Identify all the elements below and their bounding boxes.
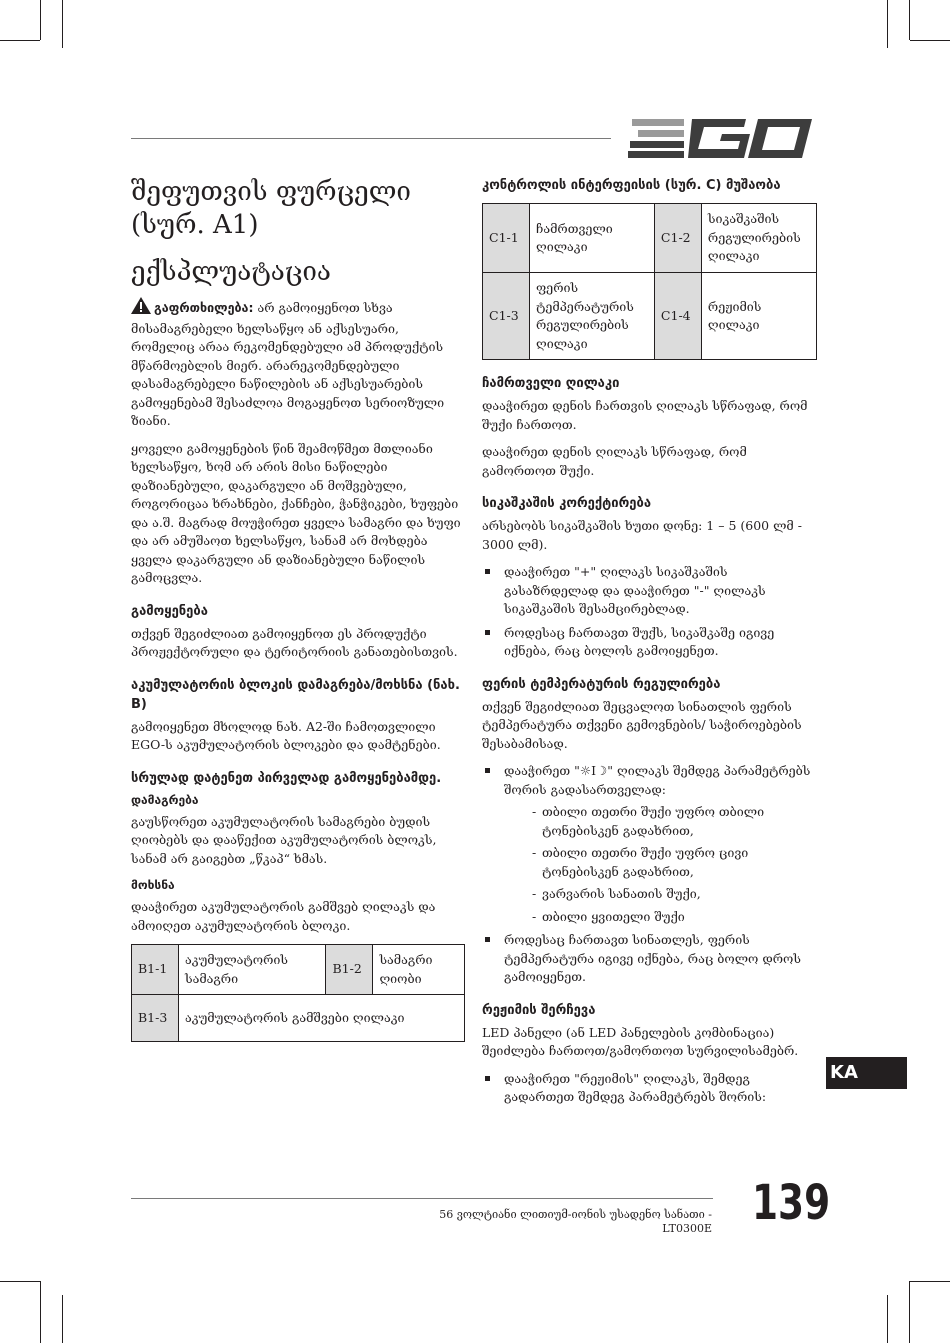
attach-text: გაუსწორეთ აკუმულატორის სამაგრები ბუდის ღიობებს და დააწექით აკუმულატორის ბლოკს, სანამ არ გაიგებთ „წკაპ“ ხმას. (131, 813, 437, 866)
warning-triangle-icon (131, 297, 151, 320)
table-label: სამაგრი ღიობი (373, 945, 465, 995)
charge-heading: სრულად დატენეთ პირველად გამოყენებამდე. (131, 770, 442, 786)
language-tab: KA (826, 1057, 907, 1089)
list-item: დააჭირეთ "რეჟიმის" ღილაკს, შემდეგ გადართეთ შემდეგ პარამეტრებს შორის: (482, 1070, 817, 1107)
table-row (132, 995, 465, 1042)
inspection-text: ყოველი გამოყენების წინ შეამოწმეთ მთლიანი ხელსაწყო, ხომ არ არის მისი ნაწილები დაზიანებული, დაკარგული ან მოშვებული, როგორიცაა ხრახნები, ქანჩები, ჭანჭიკები, ხუფები და ა.შ. მაგრად მოუჭირეთ ყველა სამაგრი და ხუფი და არ ამუშაოთ ხელსაწყო, სანამ არ მოხდება ყველა დაკარგული ან დაზიანებული ნაწილის გამოცვლა. (131, 440, 461, 585)
color-heading: ფერის ტემპერატურის რეგულირება (482, 676, 721, 692)
color-options-list (504, 803, 817, 926)
list-item: - თბილი თეთრი შუქი უფრო თბილი ტონებისკენ გადახრით, (504, 803, 817, 840)
table-code: B1-3 (132, 995, 179, 1042)
list-item: დააჭირეთ "+" ღილაკს სიკაშკაშის გასაზრდელად და დააჭირეთ "-" ღილაკს სიკაშკაშის შესამცირებლად. (482, 563, 817, 619)
table-code: C1-1 (483, 204, 530, 273)
remove-text: დააჭირეთ აკუმულატორის გამშვებ ღილაკს და ამოიღეთ აკუმულატორის ბლოკი. (131, 899, 436, 933)
list-item: როდესაც ჩართავთ შუქს, სიკაშკაშე იგივე იქნება, რაც ბოლოს გამოიყენეთ. (482, 624, 817, 661)
table-label: აკუმულატორის სამაგრი (179, 945, 326, 995)
brightness-text: არსებობს სიკაშკაშის ხუთი დონე: 1 – 5 (600 ლმ - 3000 ლმ). (482, 518, 802, 552)
battery-text: გამოიყენეთ მხოლოდ ნახ. A2-ში ჩამოთვლილი EGO-ს აკუმულატორის ბლოკები და დამტენები. (131, 718, 441, 752)
table-row (483, 204, 817, 273)
attach-heading: დამაგრება (131, 792, 199, 807)
table-label: ფერის ტემპერატურის რეგულირების ღილაკი (530, 273, 655, 360)
table-code: C1-4 (654, 273, 701, 360)
warning-text: არ გამოიყენოთ სხვა მისამაგრებელი ხელსაწყო ან აქსესუარი, რომელიც არაა რეკომენდებული ამ პროდუქტის მწარმოებლის მიერ. არარეკომენდებული დასამაგრებელი ნაწილების ან აქსესუარების გამოყენებამ შესაძლოა მოგაყენოთ სერიოზული ზიანი. (131, 300, 445, 428)
table-label: სიკაშკაშის რეგულირების ღილაკი (701, 204, 816, 273)
table-label: ჩამრთველი ღილაკი (530, 204, 655, 273)
color-list (482, 762, 817, 987)
crop-mark (910, 1281, 950, 1282)
crop-mark (40, 0, 41, 40)
crop-mark (62, 1295, 63, 1343)
crop-mark (887, 1295, 888, 1343)
ego-logo (628, 115, 812, 163)
power-text-off: დააჭირეთ დენის ღილაკს სწრაფად, რომ გამორთოთ შუქი. (482, 444, 747, 478)
footer-rule (131, 1198, 713, 1199)
footer-text: 56 ვოლტიანი ლითიუმ-იონის უსადენო სანათი - LT0300E (439, 1208, 712, 1235)
brightness-list (482, 563, 817, 661)
crop-mark (40, 1281, 41, 1343)
crop-mark (909, 0, 910, 40)
table-code: B1-2 (326, 945, 373, 995)
crop-mark (62, 0, 63, 48)
left-column (131, 176, 465, 1042)
list-item: - თბილი თეთრი შუქი უფრო ცივი ტონებისკენ გადახრით, (504, 844, 817, 881)
table-row (483, 273, 817, 360)
mode-heading: რეჟიმის შერჩევა (482, 1002, 596, 1018)
list-item: - ვარვარის სანათის შუქი, (504, 885, 817, 904)
crop-mark (887, 0, 888, 48)
mode-list (482, 1070, 817, 1107)
remove-heading: მოხსნა (131, 878, 175, 892)
interface-heading: კონტროლის ინტერფეისის (სურ. C) მუშაობა (482, 178, 781, 193)
table-label: აკუმულატორის გამშვები ღილაკი (179, 995, 465, 1042)
color-bullet-text: დააჭირეთ "☼I☽" ღილაკს შემდეგ პარამეტრებს შორის გადასართველად: (504, 763, 811, 797)
battery-parts-table (131, 944, 465, 1042)
right-column (482, 176, 817, 1113)
crop-mark (909, 1281, 910, 1343)
brightness-heading: სიკაშკაშის კორექტირება (482, 496, 652, 511)
power-text-on: დააჭირეთ დენის ჩართვის ღილაკს სწრაფად, რომ შუქი ჩართოთ. (482, 398, 808, 432)
color-text: თქვენ შეგიძლიათ შეცვალოთ სინათლის ფერის ტემპერატურა თქვენი გემოვნების/ საჭიროებების შესაბამისად. (482, 698, 802, 751)
warning-paragraph (131, 297, 465, 431)
list-item (482, 762, 817, 926)
table-code: C1-2 (654, 204, 701, 273)
table-code: C1-3 (483, 273, 530, 360)
header-rule (131, 138, 611, 139)
crop-mark (0, 1281, 40, 1282)
table-label: რეჟიმის ღილაკი (701, 273, 816, 360)
table-code: B1-1 (132, 945, 179, 995)
control-interface-table (482, 203, 817, 360)
warning-label: გაფრთხილება: (154, 300, 254, 315)
use-heading: გამოყენება (131, 603, 208, 619)
power-heading: ჩამრთველი ღილაკი (482, 376, 620, 391)
table-row (132, 945, 465, 995)
list-item: - თბილი ყვითელი შუქი (504, 908, 817, 927)
page-number: 139 (752, 1175, 831, 1231)
battery-heading: აკუმულატორის ბლოკის დამაგრება/მოხსნა (ნახ. B) (131, 677, 460, 712)
crop-mark (0, 40, 40, 41)
list-item: როდესაც ჩართავთ სინათლეს, ფერის ტემპერატურა იგივე იქნება, რაც ბოლო დროს გამოიყენეთ. (482, 931, 817, 987)
crop-mark (910, 40, 950, 41)
mode-text: LED პანელი (ან LED პანელების კომბინაცია) შეიძლება ჩართოთ/გამორთოთ სურვილისამებრ. (482, 1024, 799, 1058)
operation-title: ექსპლუატაცია (131, 257, 331, 287)
use-text: თქვენ შეგიძლიათ გამოიყენოთ ეს პროდუქტი პროჟექტორული და ტერიტორიის განათებისთვის. (131, 625, 458, 659)
packing-list-title: შეფუთვის ფურცელი (სურ. A1) (131, 177, 411, 240)
